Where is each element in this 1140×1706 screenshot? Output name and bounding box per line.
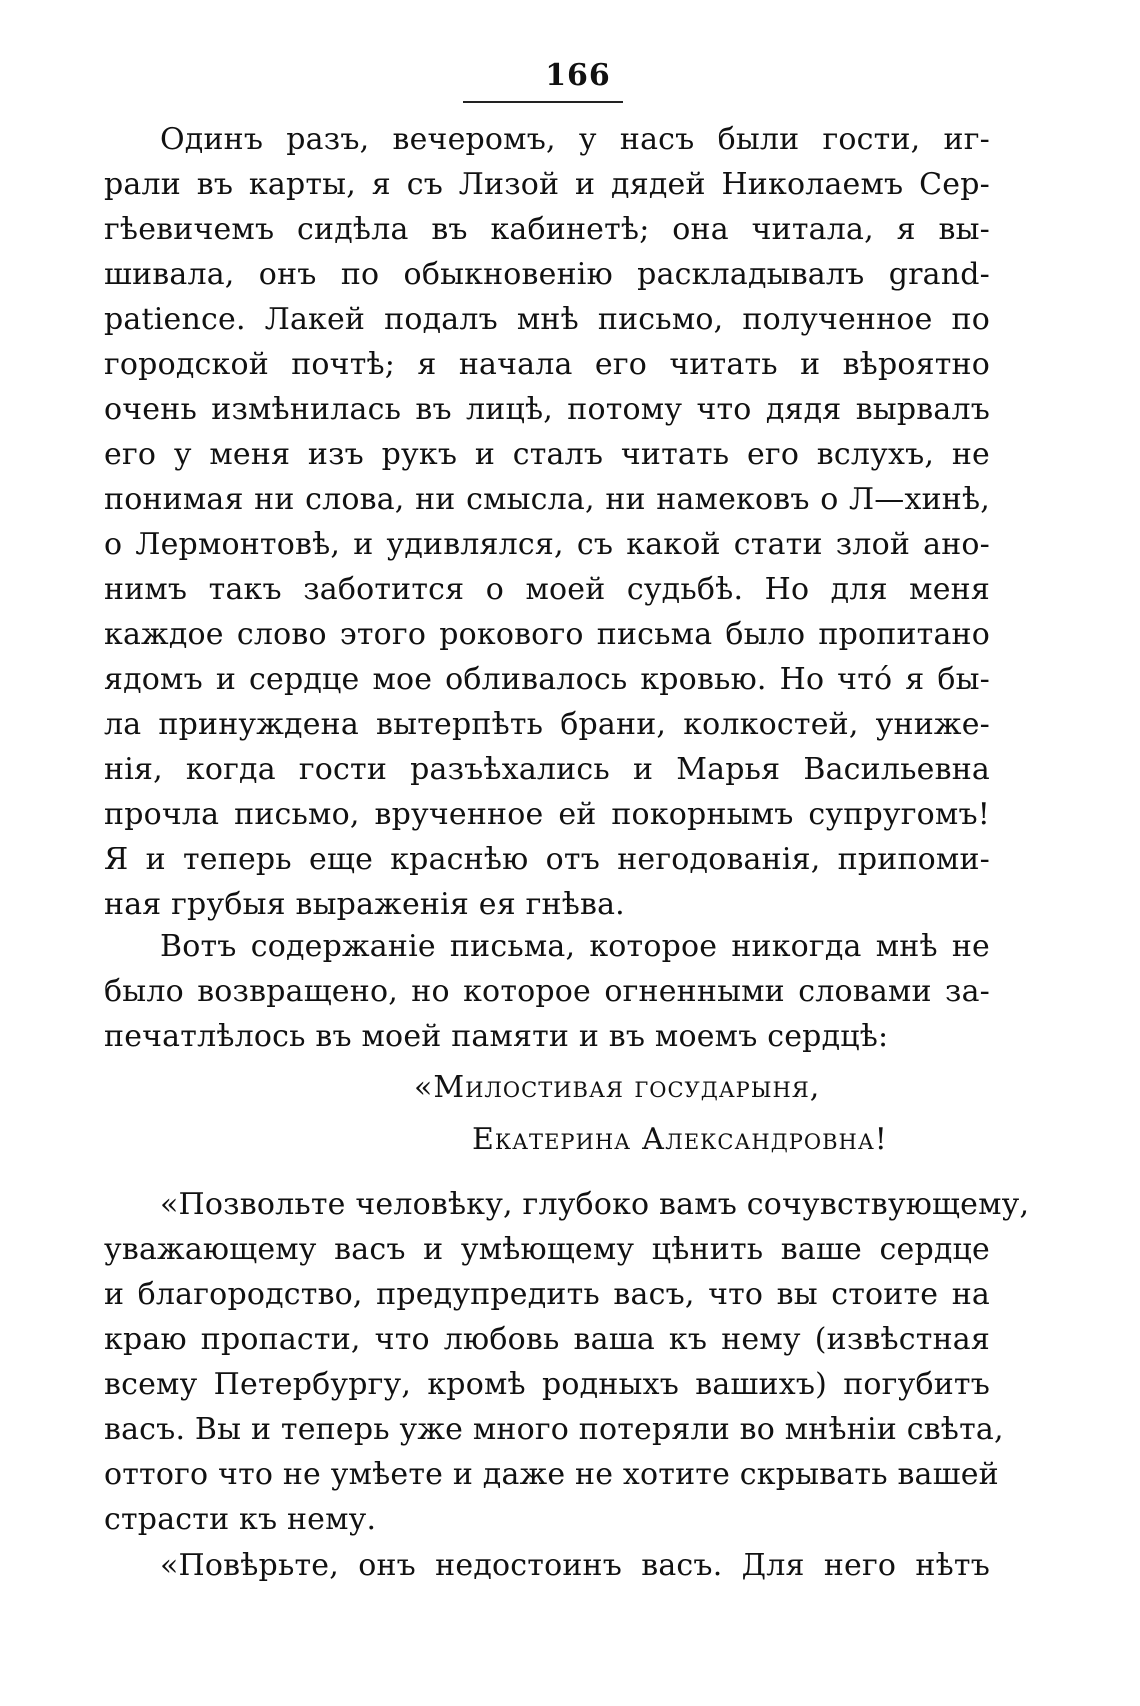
paragraph-2 — [104, 924, 990, 1059]
text-line: patience. Лакей подалъ мнѣ письмо, полученное по — [104, 302, 990, 337]
paragraph-4 — [104, 1543, 990, 1588]
text-line: рали въ карты, я съ Лизой и дядей Николаемъ Сер- — [104, 167, 990, 202]
text-line: Одинъ разъ, вечеромъ, у насъ были гости, иг- — [160, 122, 990, 157]
letter-salutation-line-1: «Милостивая государыня, — [414, 1070, 821, 1105]
text-line: ная грубыя выраженія ея гнѣва. — [104, 887, 625, 922]
text-line: васъ. Вы и теперь уже много потеряли во мнѣніи свѣта, — [104, 1412, 1004, 1447]
text-line: понимая ни слова, ни смысла, ни намековъ о Л—хинѣ, — [104, 482, 990, 517]
text-line: было возвращено, но которое огненными словами за- — [104, 974, 990, 1009]
text-line: шивала, онъ по обыкновенію раскладывалъ grand- — [104, 257, 990, 292]
paragraph-3 — [104, 1182, 1030, 1542]
text-line: Вотъ содержаніе письма, которое никогда мнѣ не — [160, 929, 990, 964]
header-rule — [463, 101, 623, 103]
text-line: о Лермонтовѣ, и удивлялся, съ какой стати злой ано- — [104, 527, 990, 562]
text-line: «Повѣрьте, онъ недостоинъ васъ. Для него нѣтъ — [160, 1548, 990, 1583]
text-line: оттого что не умѣете и даже не хотите скрывать вашей — [104, 1457, 999, 1492]
text-line: нимъ такъ заботится о моей судьбѣ. Но для меня — [104, 572, 990, 607]
text-line: уважающему васъ и умѣющему цѣнить ваше сердце — [104, 1232, 990, 1267]
text-line: «Позвольте человѣку, глубоко вамъ сочувствующему, — [160, 1187, 1030, 1222]
text-line: страсти къ нему. — [104, 1502, 377, 1537]
text-line: его у меня изъ рукъ и сталъ читать его вслухъ, не — [104, 437, 990, 472]
text-line: каждое слово этого рокового письма было пропитано — [104, 617, 990, 652]
text-line: ядомъ и сердце мое обливалось кровью. Но что́ я бы- — [104, 662, 990, 697]
text-line: всему Петербургу, кромѣ родныхъ вашихъ) погубитъ — [104, 1367, 990, 1402]
letter-salutation-line-2: Екатерина Александровна! — [472, 1122, 888, 1157]
text-line: нія, когда гости разъѣхались и Марья Васильевна — [104, 752, 990, 787]
text-line: очень измѣнилась въ лицѣ, потому что дядя вырвалъ — [104, 392, 990, 427]
text-line: печатлѣлось въ моей памяти и въ моемъ сердцѣ: — [104, 1019, 889, 1054]
text-line: прочла письмо, врученное ей покорнымъ супругомъ! — [104, 797, 990, 832]
text-line: и благородство, предупредить васъ, что вы стоите на — [104, 1277, 990, 1312]
text-line: гѣевичемъ сидѣла въ кабинетѣ; она читала, я вы- — [104, 212, 990, 247]
text-line: Я и теперь еще краснѣю отъ негодованія, припоми- — [104, 842, 990, 877]
text-line: городской почтѣ; я начала его читать и вѣроятно — [104, 347, 990, 382]
text-line: краю пропасти, что любовь ваша къ нему (извѣстная — [104, 1322, 990, 1357]
text-line: ла принуждена вытерпѣть брани, колкостей, униже- — [104, 707, 990, 742]
paragraph-1 — [104, 117, 990, 927]
page-number: 166 — [545, 58, 611, 93]
